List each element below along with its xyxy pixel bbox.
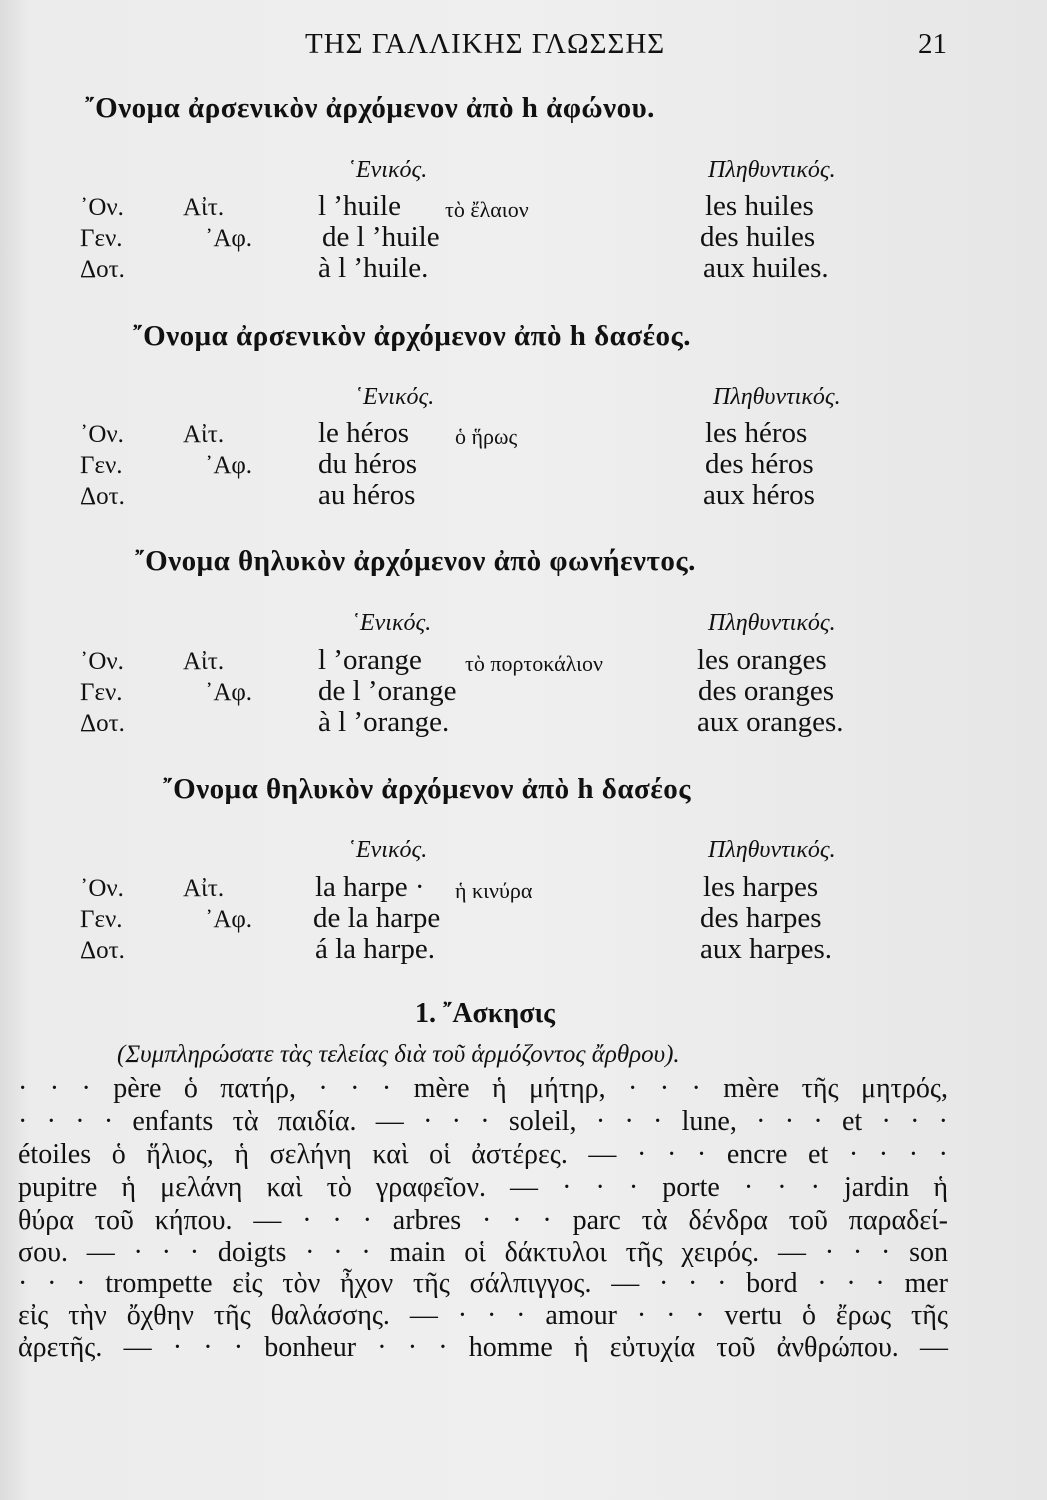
case-label-dat: Δοτ. bbox=[80, 256, 125, 283]
case-label-nom: ᾿Ον. bbox=[80, 421, 124, 448]
section-title: ῎Ονομα ἀρσενικὸν ἀρχόμενον ἀπὸ h δασέος. bbox=[133, 320, 692, 352]
exercise-line: · · · père ὁ πατήρ, · · · mère ἡ μήτηρ, · · · mère τῆς μητρός, bbox=[18, 1073, 948, 1104]
plural-form: des héros bbox=[705, 448, 814, 480]
case-label-acc: Αἰτ. bbox=[183, 875, 225, 902]
exercise-instruction: (Συμπληρώσατε τὰς τελείας διὰ τοῦ ἁρμόζοντος ἄρθρου). bbox=[117, 1041, 680, 1068]
greek-gloss: τὸ πορτοκάλιον bbox=[465, 651, 603, 676]
case-label-acc: Αἰτ. bbox=[183, 648, 225, 675]
singular-form: á la harpe. bbox=[315, 933, 435, 965]
plural-heading: Πληθυντικός. bbox=[713, 384, 841, 410]
exercise-line: · · · trompette εἰς τὸν ἦχον τῆς σάλπιγγος. — · · · bord · · · mer bbox=[18, 1268, 948, 1299]
case-label-gen: Γεν. bbox=[80, 452, 123, 479]
plural-form: des huiles bbox=[700, 221, 816, 253]
plural-heading: Πληθυντικός. bbox=[708, 157, 836, 183]
plural-heading: Πληθυντικός. bbox=[708, 837, 836, 863]
singular-form: à l ’huile. bbox=[318, 252, 429, 284]
plural-form: aux héros bbox=[703, 479, 815, 511]
case-label-abl: ᾿Αφ. bbox=[205, 679, 253, 706]
case-label-gen: Γεν. bbox=[80, 906, 123, 933]
section-title: ῎Ονομα θηλυκὸν ἀρχόμενον ἀπὸ φωνήεντος. bbox=[135, 545, 696, 577]
singular-heading: ῾Ενικός. bbox=[348, 837, 428, 863]
section-title: ῎Ονομα θηλυκὸν ἀρχόμενον ἀπὸ h δασέος bbox=[163, 773, 691, 805]
greek-gloss: ὁ ἥρως bbox=[455, 424, 518, 449]
case-label-nom: ᾿Ον. bbox=[80, 648, 124, 675]
case-label-dat: Δοτ. bbox=[80, 710, 125, 737]
plural-form: les harpes bbox=[703, 871, 819, 903]
singular-form: l ’huile bbox=[318, 190, 401, 222]
case-label-dat: Δοτ. bbox=[80, 937, 125, 964]
singular-form: l ’orange bbox=[318, 644, 422, 676]
page-number: 21 bbox=[918, 28, 947, 60]
plural-form: aux oranges. bbox=[697, 706, 844, 738]
singular-heading: ῾Ενικός. bbox=[355, 384, 435, 410]
plural-heading: Πληθυντικός. bbox=[708, 610, 836, 636]
exercise-line: étoiles ὁ ἥλιος, ἡ σελήνη καὶ οἱ ἀστέρες. — · · · encre et · · · · bbox=[18, 1139, 948, 1170]
case-label-nom: ᾿Ον. bbox=[80, 875, 124, 902]
plural-form: les huiles bbox=[705, 190, 814, 222]
exercise-line: pupitre ἡ μελάνη καὶ τὸ γραφεῖον. — · · · porte · · · jardin ἡ bbox=[18, 1172, 948, 1203]
greek-gloss: ἡ κινύρα bbox=[455, 878, 533, 903]
case-label-gen: Γεν. bbox=[80, 225, 123, 252]
case-label-gen: Γεν. bbox=[80, 679, 123, 706]
case-label-abl: ᾿Αφ. bbox=[205, 452, 253, 479]
singular-heading: ῾Ενικός. bbox=[348, 157, 428, 183]
singular-form: à l ’orange. bbox=[318, 706, 450, 738]
case-label-abl: ᾿Αφ. bbox=[205, 906, 253, 933]
singular-form: de la harpe bbox=[313, 902, 441, 934]
singular-form: du héros bbox=[318, 448, 418, 480]
plural-form: les héros bbox=[705, 417, 808, 449]
exercise-line: σου. — · · · doigts · · · main οἱ δάκτυλοι τῆς χειρός. — · · · son bbox=[18, 1237, 948, 1268]
singular-form: de l ’orange bbox=[318, 675, 457, 707]
singular-heading: ῾Ενικός. bbox=[352, 610, 432, 636]
exercise-line: θύρα τοῦ κήπου. — · · · arbres · · · parc τὰ δένδρα τοῦ παραδεί- bbox=[18, 1205, 948, 1236]
singular-form: le héros bbox=[318, 417, 409, 449]
plural-form: aux huiles. bbox=[703, 252, 829, 284]
singular-form: au héros bbox=[318, 479, 416, 511]
case-label-abl: ᾿Αφ. bbox=[205, 225, 253, 252]
running-header: ΤΗΣ ΓΑΛΛΙΚΗΣ ΓΛΩΣΣΗΣ bbox=[305, 28, 666, 60]
exercise-title: 1. ῎Ασκησις bbox=[415, 998, 555, 1029]
section-title: ῎Ονομα ἀρσενικὸν ἀρχόμενον ἀπὸ h ἀφώνου. bbox=[85, 92, 655, 124]
exercise-line: εἰς τὴν ὄχθην τῆς θαλάσσης. — · · · amour · · · vertu ὁ ἔρως τῆς bbox=[18, 1300, 948, 1331]
exercise-line: · · · · enfants τὰ παιδία. — · · · soleil, · · · lune, · · · et · · · bbox=[18, 1106, 948, 1137]
exercise-line: ἀρετῆς. — · · · bonheur · · · homme ἡ εὐτυχία τοῦ ἀνθρώπου. — bbox=[18, 1332, 948, 1363]
plural-form: des harpes bbox=[700, 902, 822, 934]
plural-form: aux harpes. bbox=[700, 933, 833, 965]
singular-form: de l ’huile bbox=[322, 221, 440, 253]
greek-gloss: τὸ ἔλαιον bbox=[445, 197, 529, 222]
case-label-acc: Αἰτ. bbox=[183, 194, 225, 221]
case-label-dat: Δοτ. bbox=[80, 483, 125, 510]
case-label-acc: Αἰτ. bbox=[183, 421, 225, 448]
singular-form: la harpe · bbox=[315, 871, 425, 903]
plural-form: des oranges bbox=[698, 675, 835, 707]
plural-form: les oranges bbox=[697, 644, 827, 676]
case-label-nom: ᾿Ον. bbox=[80, 194, 124, 221]
